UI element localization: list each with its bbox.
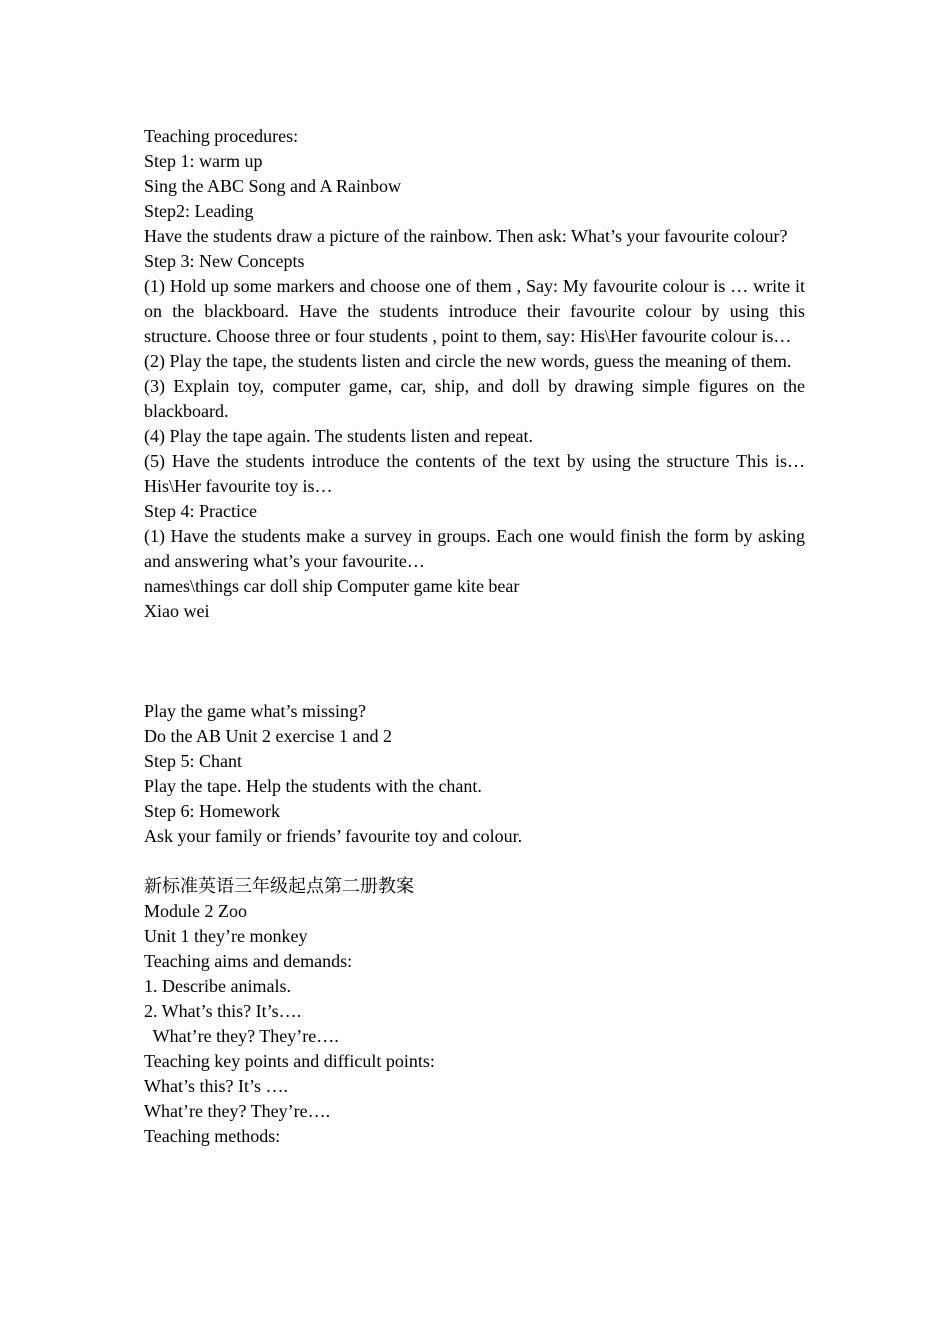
game-text: Play the game what’s missing? (144, 701, 366, 721)
step5-heading: Step 5: Chant (144, 751, 242, 771)
step3-item-3: (3) Explain toy, computer game, car, ship, and doll by drawing simple figures on the blackboard. (144, 376, 805, 421)
key-point-2: What’re they? They’re…. (144, 1101, 331, 1121)
step3-heading: Step 3: New Concepts (144, 251, 305, 271)
lesson-plan-title: 新标准英语三年级起点第二册教案 (144, 876, 414, 896)
aim-item-1: 1. Describe animals. (144, 976, 291, 996)
step5-text: Play the tape. Help the students with the chant. (144, 776, 482, 796)
module-title: Module 2 Zoo (144, 901, 247, 921)
step2-heading: Step2: Leading (144, 201, 254, 221)
step1-heading: Step 1: warm up (144, 151, 263, 171)
teaching-procedures-heading: Teaching procedures: (144, 126, 299, 146)
survey-table-row: Xiao wei (144, 601, 210, 621)
step3-item-4: (4) Play the tape again. The students listen and repeat. (144, 426, 534, 446)
aim-item-2: 2. What’s this? It’s…. (144, 1001, 302, 1021)
step3-item-1: (1) Hold up some markers and choose one of them , Say: My favourite colour is … write it on the blackboard. Have the students introduce their favourite colour by using this structure. Choose three or four students , point to them, say: His\Her favourite colour is… (144, 276, 805, 346)
step3-item-2: (2) Play the tape, the students listen and circle the new words, guess the meaning of them. (144, 351, 792, 371)
step4-heading: Step 4: Practice (144, 501, 257, 521)
step3-item-5: (5) Have the students introduce the contents of the text by using the structure This is…His\Her favourite toy is… (144, 451, 805, 496)
survey-table-header: names\things car doll ship Computer game kite bear (144, 576, 520, 596)
blank-space (144, 624, 805, 699)
key-points-heading: Teaching key points and difficult points: (144, 1051, 435, 1071)
aim-item-2-continued: What’re they? They’re…. (144, 1026, 339, 1046)
step6-heading: Step 6: Homework (144, 801, 280, 821)
exercise-text: Do the AB Unit 2 exercise 1 and 2 (144, 726, 392, 746)
step4-item-1: (1) Have the students make a survey in groups. Each one would finish the form by asking and answering what’s your favourite… (144, 526, 805, 571)
teaching-methods-heading: Teaching methods: (144, 1126, 281, 1146)
unit-title: Unit 1 they’re monkey (144, 926, 308, 946)
document-body (144, 124, 805, 1149)
blank-line (144, 849, 805, 874)
step2-text: Have the students draw a picture of the rainbow. Then ask: What’s your favourite colour? (144, 226, 788, 246)
key-point-1: What’s this? It’s …. (144, 1076, 288, 1096)
step1-text: Sing the ABC Song and A Rainbow (144, 176, 402, 196)
teaching-aims-heading: Teaching aims and demands: (144, 951, 353, 971)
step6-text: Ask your family or friends’ favourite toy and colour. (144, 826, 523, 846)
